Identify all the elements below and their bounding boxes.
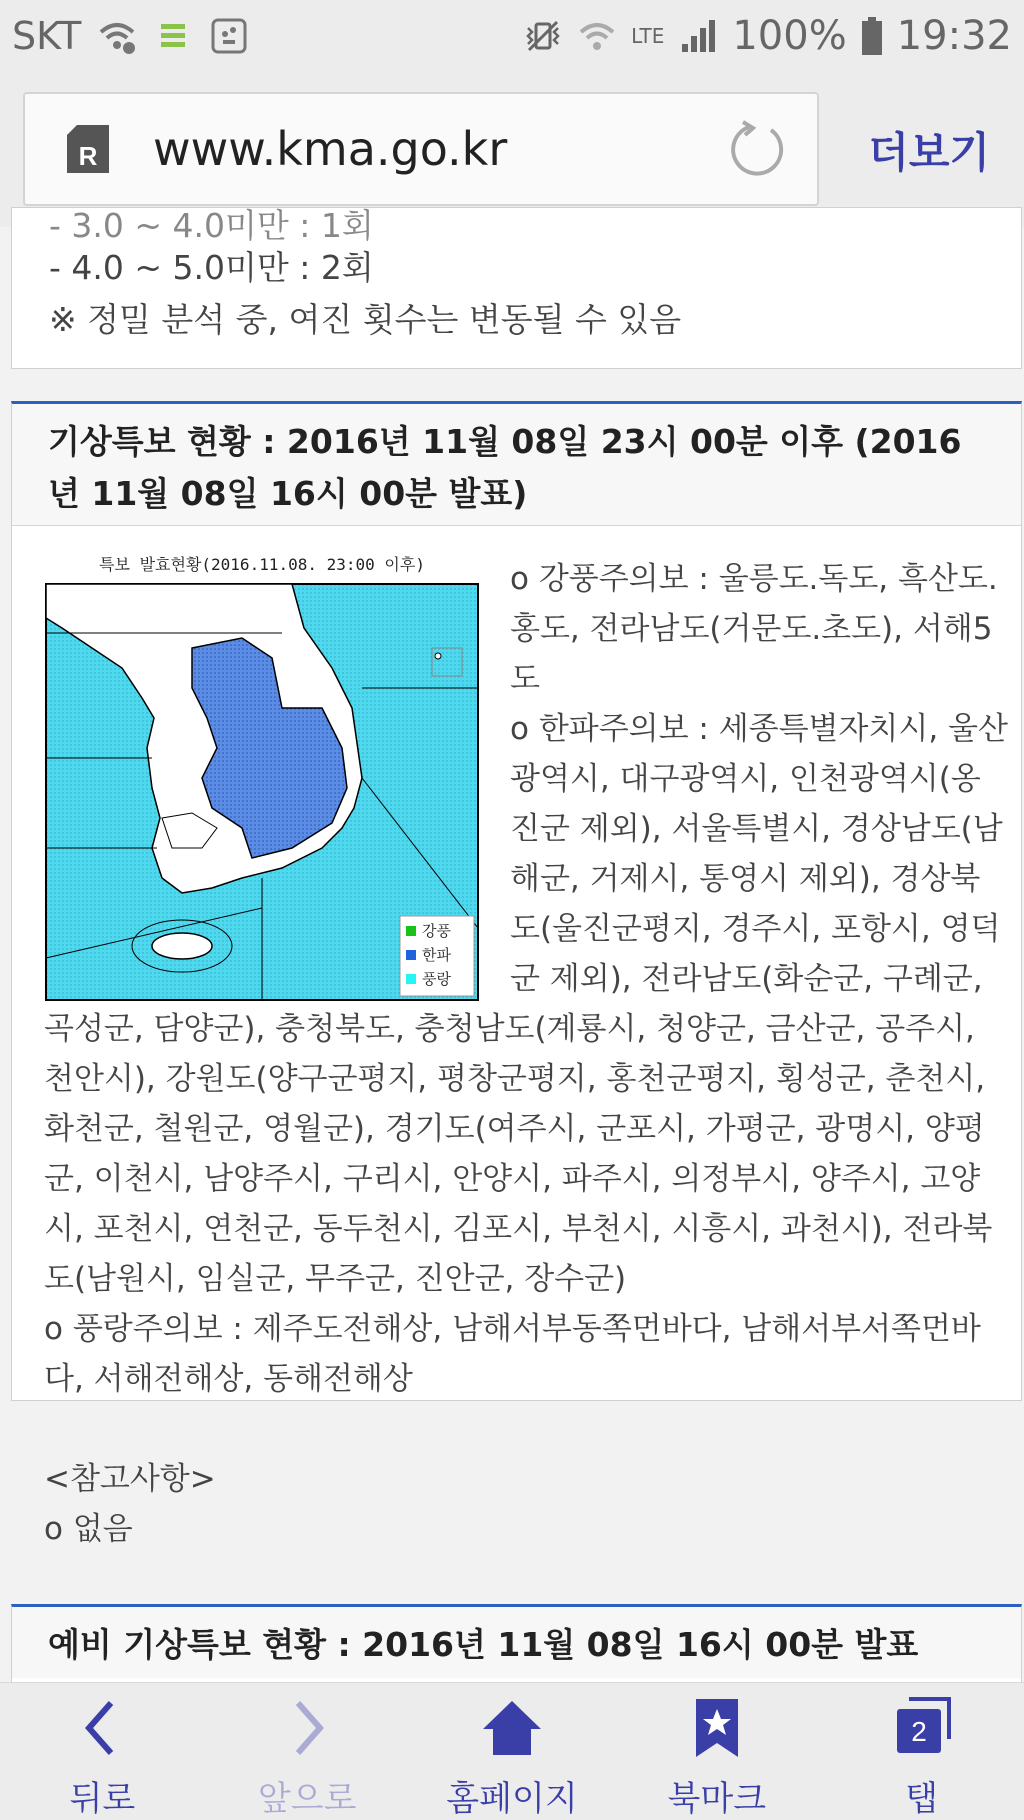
battery-icon [861, 16, 883, 56]
back-arrow-icon [67, 1695, 137, 1761]
warning-card-title: 기상특보 현황 : 2016년 11월 08일 23시 00분 이후 (2016년 11월 08일 16시 00분 발표) [12, 404, 1021, 526]
legend-swatch-cold [406, 950, 416, 960]
bottom-navigation [0, 1682, 1024, 1820]
network-type-label: LTE [631, 24, 665, 48]
home-button[interactable] [410, 1683, 615, 1820]
notification-list-icon [153, 16, 193, 56]
reload-icon[interactable] [727, 120, 787, 180]
home-icon [477, 1695, 547, 1761]
battery-percent: 100% [732, 13, 847, 59]
tabs-label: 탭 [905, 1779, 939, 1819]
svg-text:R: R [78, 141, 98, 171]
forward-label: 앞으로 [257, 1779, 357, 1819]
preliminary-warning-title: 예비 기상특보 현황 : 2016년 11월 08일 16시 00분 발표 [12, 1607, 1021, 1678]
clock: 19:32 [896, 13, 1012, 59]
wifi-icon [577, 16, 617, 56]
legend-swatch-waves [406, 974, 416, 984]
app-notification-icon [209, 16, 249, 56]
bookmark-button[interactable] [614, 1683, 819, 1820]
legend-label-gale: 강풍 [422, 922, 451, 940]
forward-arrow-icon [272, 1695, 342, 1761]
legend-label-waves: 풍랑 [422, 970, 451, 988]
weather-warning-card [11, 401, 1022, 1547]
aftershock-count-line: - 4.0 ~ 5.0미만 : 2회 [49, 248, 374, 287]
more-button[interactable]: 더보기 [868, 128, 990, 177]
status-bar [0, 0, 1024, 72]
warning-map[interactable] [42, 548, 482, 1003]
carrier-label: SKT [12, 14, 82, 58]
map-caption: 특보 발효현황(2016.11.08. 23:00 이후) [99, 555, 425, 574]
wifi-call-icon [97, 16, 137, 56]
reader-mode-icon[interactable] [63, 121, 113, 177]
signal-icon [678, 16, 718, 56]
tabs-icon [887, 1695, 957, 1761]
legend-label-cold: 한파 [422, 946, 451, 964]
address-bar[interactable] [23, 92, 819, 206]
warning-text-below-map: 곡성군, 담양군), 충청북도, 충청남도(계룡시, 청양군, 금산군, 공주시, 천안시), 강원도(양구군평지, 평창군평지, 홍천군평지, 횡성군, 춘천시, 화천군, 철원군, 영월군), 경기도(여주시, 군포시, 가평군, 광명시, 양평군, 이천시, 남양주시, 구리시, 안양시, 파주시, 의정부시, 양주시, 고양시, 포천시, 연천군, 동두천시, 김포시, 부천시, 시흥시, 과천시), 전라북도(남원시, 임실군, 무주군, 진안군, 장수군) o 풍랑주의보 : 제주도전해상, 남해서부동쪽먼바다, 남해서부서쪽먼바다, 서해전해상, 동해전해상 <참고사항> o 없음 [44, 1011, 993, 1547]
back-label: 뒤로 [69, 1779, 136, 1819]
back-button[interactable] [0, 1683, 205, 1820]
forward-button[interactable] [205, 1683, 410, 1820]
warning-text-beside-map: o 강풍주의보 : 울릉도.독도, 흑산도.홍도, 전라남도(거문도.초도), 서해5도 o 한파주의보 : 세종특별자치시, 울산광역시, 대구광역시, 인천광역시(옹진군 제외), 서울특별시, 경상남도(남해군, 거제시, 통영시 제외), 경상북도(울진군평지, 경주시, 포항시, 영덕군 제외), 전라남도(화순군, 구례군, [510, 561, 1008, 997]
legend-swatch-gale [406, 926, 416, 936]
analysis-note: ※ 정밀 분석 중, 여진 횟수는 변동될 수 있음 [49, 300, 682, 339]
bookmark-label: 북마크 [667, 1779, 767, 1819]
page-content [0, 206, 1024, 1682]
home-label: 홈페이지 [446, 1779, 578, 1819]
tabs-button[interactable] [819, 1683, 1024, 1820]
url-text[interactable]: www.kma.go.kr [153, 122, 508, 176]
earthquake-card [11, 207, 1022, 369]
bookmark-icon [682, 1695, 752, 1761]
tab-count: 2 [910, 1716, 927, 1747]
partial-line: - 3.0 ~ 4.0미만 : 1회 [49, 206, 374, 245]
vibrate-mute-icon [523, 16, 563, 56]
